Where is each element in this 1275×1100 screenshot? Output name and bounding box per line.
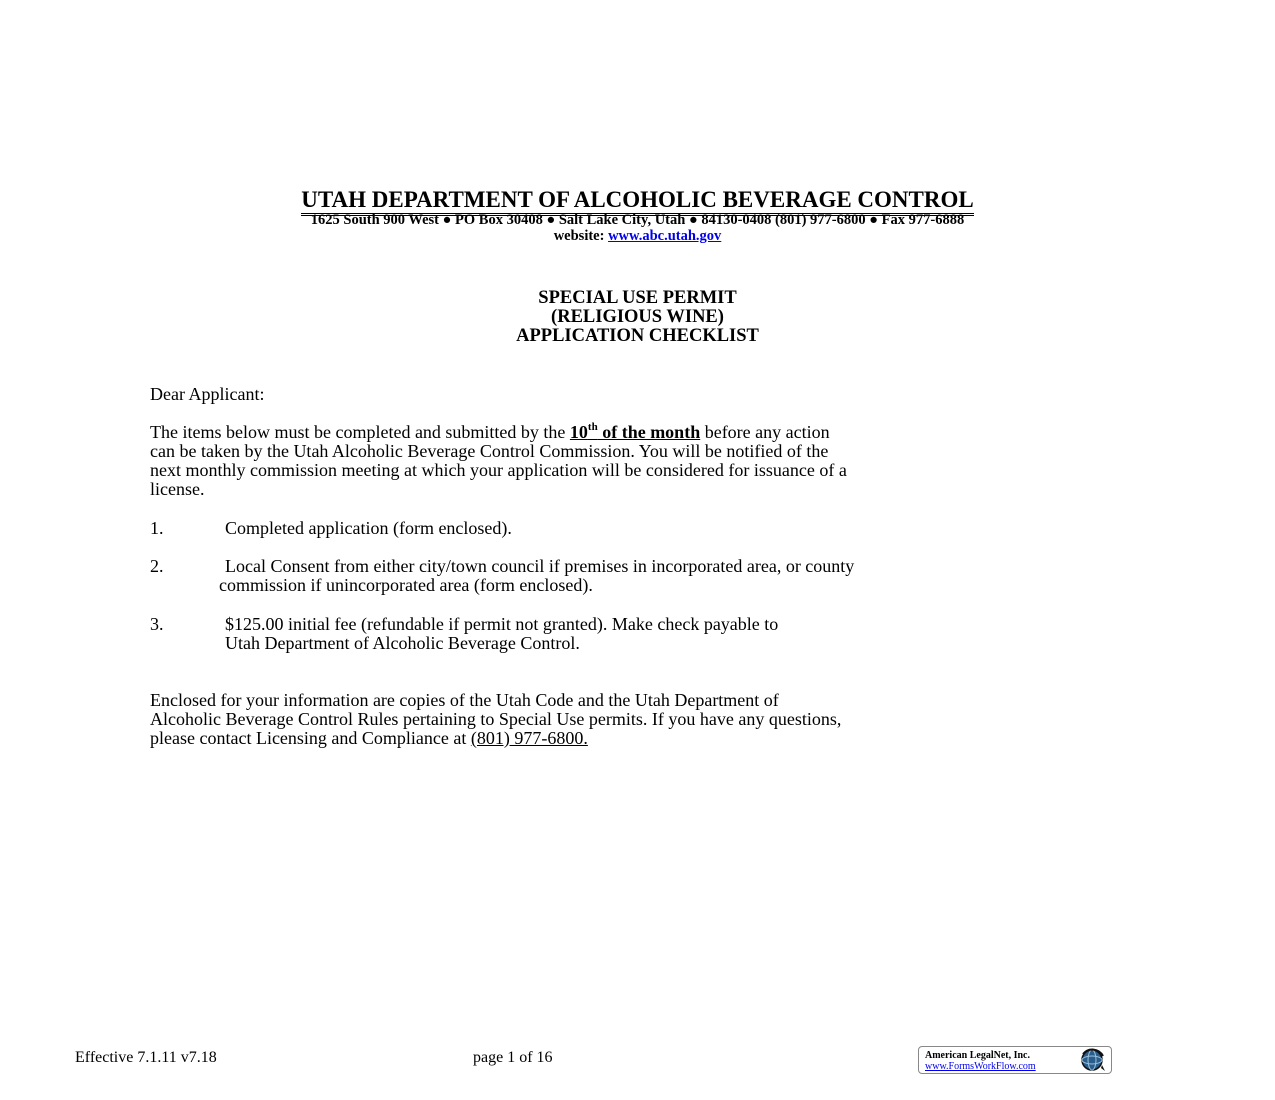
badge-url[interactable]: www.FormsWorkFlow.com	[925, 1061, 1036, 1072]
closing-line2: Alcoholic Beverage Control Rules pertaining to Special Use permits. If you have any questions,	[150, 709, 842, 729]
agency-address: 1625 South 900 West ● PO Box 30408 ● Salt Lake City, Utah ● 84130-0408 (801) 977-6800 ● Fax 977-6888	[310, 212, 965, 228]
intro-text-before: The items below must be completed and submitted by the	[150, 422, 570, 442]
due-number: 10	[569, 422, 588, 442]
due-date	[570, 422, 700, 442]
due-suffix: th	[587, 421, 598, 433]
checklist-item-text-continued: commission if unincorporated area (form enclosed).	[219, 575, 593, 595]
globe-logo-icon	[1075, 1048, 1109, 1072]
intro-paragraph	[150, 423, 1140, 499]
agency-name: UTAH DEPARTMENT OF ALCOHOLIC BEVERAGE CONTROL	[301, 188, 973, 216]
salutation: Dear Applicant:	[150, 384, 265, 404]
document-heading-line3: APPLICATION CHECKLIST	[516, 326, 759, 346]
closing-line1: Enclosed for your information are copies of the Utah Code and the Utah Department of	[150, 690, 779, 710]
badge-company-name: American LegalNet, Inc.	[925, 1050, 1030, 1061]
intro-line3: next monthly commission meeting at which your application will be considered for issuance of a	[150, 460, 847, 480]
due-rest: of the month	[597, 422, 701, 442]
contact-phone: (801) 977-6800.	[470, 728, 588, 748]
website-link[interactable]: www.abc.utah.gov	[608, 228, 722, 244]
intro-text-after: before any action	[700, 422, 830, 442]
checklist-item-text: Completed application (form enclosed).	[225, 518, 512, 538]
agency-website	[0, 228, 1275, 244]
americanlegalnet-badge[interactable]	[918, 1046, 1112, 1074]
closing-contact-text: please contact Licensing and Compliance at	[150, 728, 471, 748]
checklist-item-text: Local Consent from either city/town council if premises in incorporated area, or county	[225, 556, 855, 576]
closing-paragraph	[150, 691, 1140, 748]
intro-line1	[150, 423, 1140, 442]
closing-line3	[150, 729, 1140, 748]
document-heading-line1: SPECIAL USE PERMIT	[538, 288, 737, 308]
footer-page-number: page 1 of 16	[473, 1049, 553, 1066]
checklist-item-number: 1.	[150, 518, 164, 538]
footer-effective-date: Effective 7.1.11 v7.18	[75, 1049, 217, 1066]
checklist-item-number: 2.	[150, 556, 164, 576]
checklist-item-number: 3.	[150, 614, 164, 634]
website-label: website:	[553, 228, 609, 244]
intro-line4: license.	[150, 479, 205, 499]
intro-line2: can be taken by the Utah Alcoholic Beverage Control Commission. You will be notified of the	[150, 441, 829, 461]
checklist-item-text-continued: Utah Department of Alcoholic Beverage Control.	[225, 633, 580, 653]
document-heading-line2: (RELIGIOUS WINE)	[551, 307, 724, 327]
checklist-item-text: $125.00 initial fee (refundable if permit not granted). Make check payable to	[225, 614, 779, 634]
